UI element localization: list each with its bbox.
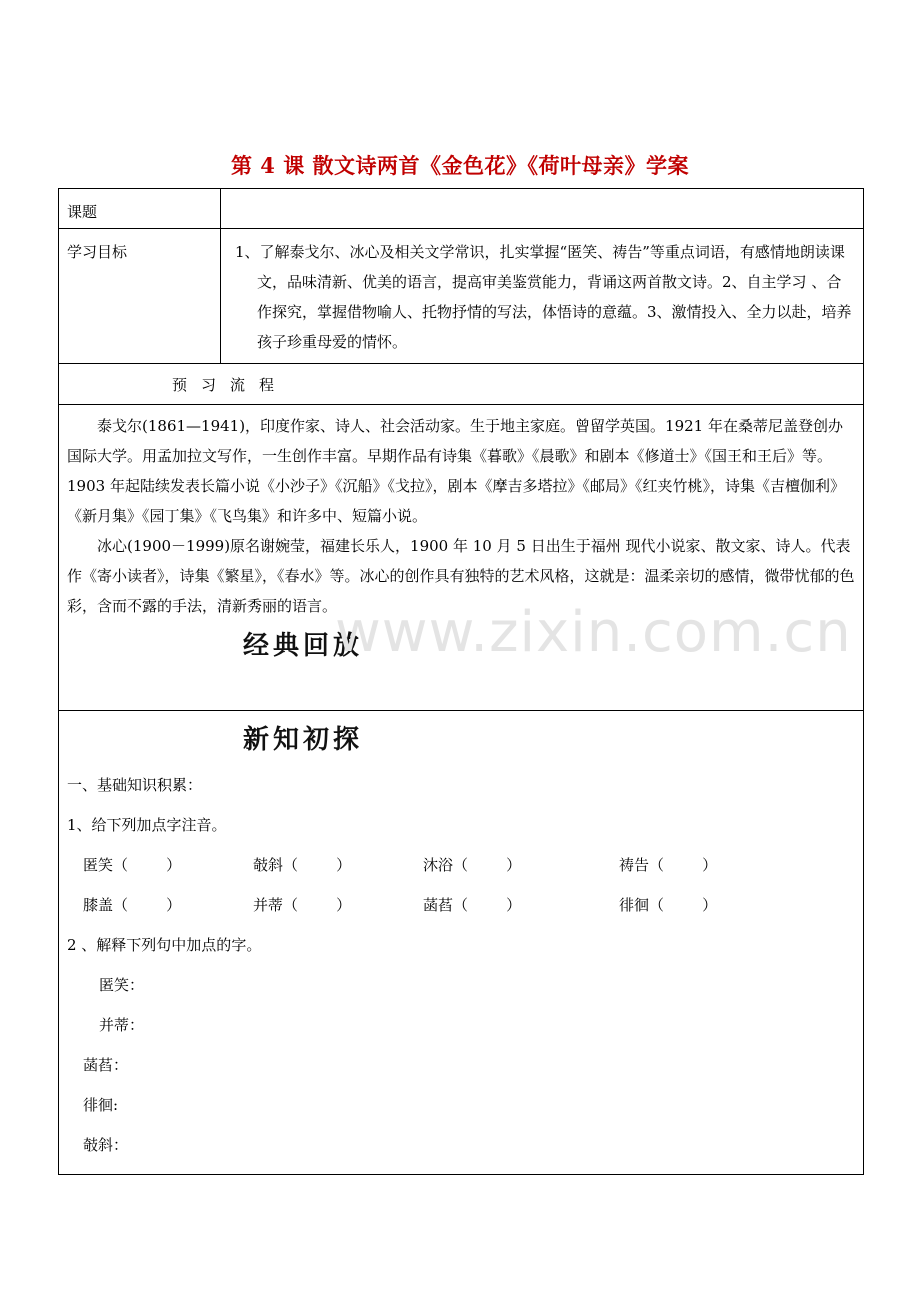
pinyin-item[interactable]: 膝盖（ ）: [83, 896, 182, 914]
pinyin-item[interactable]: 并蒂（ ）: [253, 896, 352, 914]
explain-item[interactable]: 攲斜：: [83, 1136, 129, 1154]
pinyin-item[interactable]: 攲斜（ ）: [253, 856, 352, 874]
pinyin-item[interactable]: 祷告（ ）: [619, 856, 718, 874]
watermark: www.zixin.com.cn: [335, 600, 852, 665]
new-knowledge-heading: 新知初探: [243, 725, 364, 755]
objectives-text: 1、了解泰戈尔、冰心及相关文学常识，扎实掌握“匿笑、祷告”等重点词语，有感情地朗读课文，品味清新、优美的语言，提高审美鉴赏能力，背诵这两首散文诗。2、自主学习 、合作探究，掌握借物喻人、托物抒情的写法，体悟诗的意蕴。3、激情投入、全力以赴，培养孩子珍重母爱的情怀。: [235, 243, 852, 351]
explain-item[interactable]: 并蒂：: [99, 1016, 145, 1034]
topic-value: [221, 189, 864, 229]
new-knowledge-row: [59, 711, 864, 1175]
topic-label: 课题: [59, 189, 221, 229]
pinyin-row-1: [59, 854, 863, 894]
page-title: 第 4 课 散文诗两首《金色花》《荷叶母亲》学案: [230, 153, 690, 178]
pinyin-row-2: [59, 894, 863, 934]
tagore-bio: 泰戈尔(1861—1941)，印度作家、诗人、社会活动家。生于地主家庭。曾留学英国。1921 年在桑蒂尼盖登创办国际大学。用孟加拉文写作，一生创作丰富。早期作品有诗集《暮歌》《晨歌》和剧本《修道士》《国王和王后》等。1903 年起陆续发表长篇小说《小沙子》《沉船》《戈拉》，剧本《摩吉多塔拉》《邮局》《红夹竹桃》，诗集《吉檀伽利》《新月集》《园丁集》《飞鸟集》和许多中、短篇小说。: [67, 417, 845, 525]
question-1: 1、给下列加点字注音。: [67, 816, 227, 834]
process-heading: 预习流程: [172, 376, 289, 394]
explain-item[interactable]: 匿笑：: [99, 976, 145, 994]
section-basic-knowledge: 一、基础知识积累：: [67, 776, 203, 794]
topic-row: [59, 189, 864, 229]
question-2: 2 、解释下列句中加点的字。: [67, 936, 262, 954]
pinyin-item[interactable]: 匿笑（ ）: [83, 856, 182, 874]
explain-item[interactable]: 徘徊:: [83, 1096, 119, 1114]
objectives-row: [59, 229, 864, 364]
explain-item[interactable]: 菡萏：: [83, 1056, 129, 1074]
pinyin-item[interactable]: 菡萏（ ）: [423, 896, 522, 914]
classic-review-heading: 经典回放: [243, 631, 364, 661]
objectives-label: 学习目标: [59, 229, 221, 364]
pinyin-item[interactable]: 徘徊（ ）: [619, 896, 718, 914]
study-plan-table: [58, 188, 864, 1175]
bingxin-bio: 冰心(1900－1999)原名谢婉莹，福建长乐人，1900 年 10 月 5 日出生于福州 现代小说家、散文家、诗人。代表作《寄小读者》，诗集《繁星》，《春水》等。冰心的创作具有独特的艺术风格，这就是：温柔亲切的感情，微带忧郁的色彩，含而不露的手法，清新秀丽的语言。: [67, 537, 855, 615]
pinyin-item[interactable]: 沐浴（ ）: [423, 856, 522, 874]
background-row: [59, 405, 864, 711]
process-row: [59, 364, 864, 405]
